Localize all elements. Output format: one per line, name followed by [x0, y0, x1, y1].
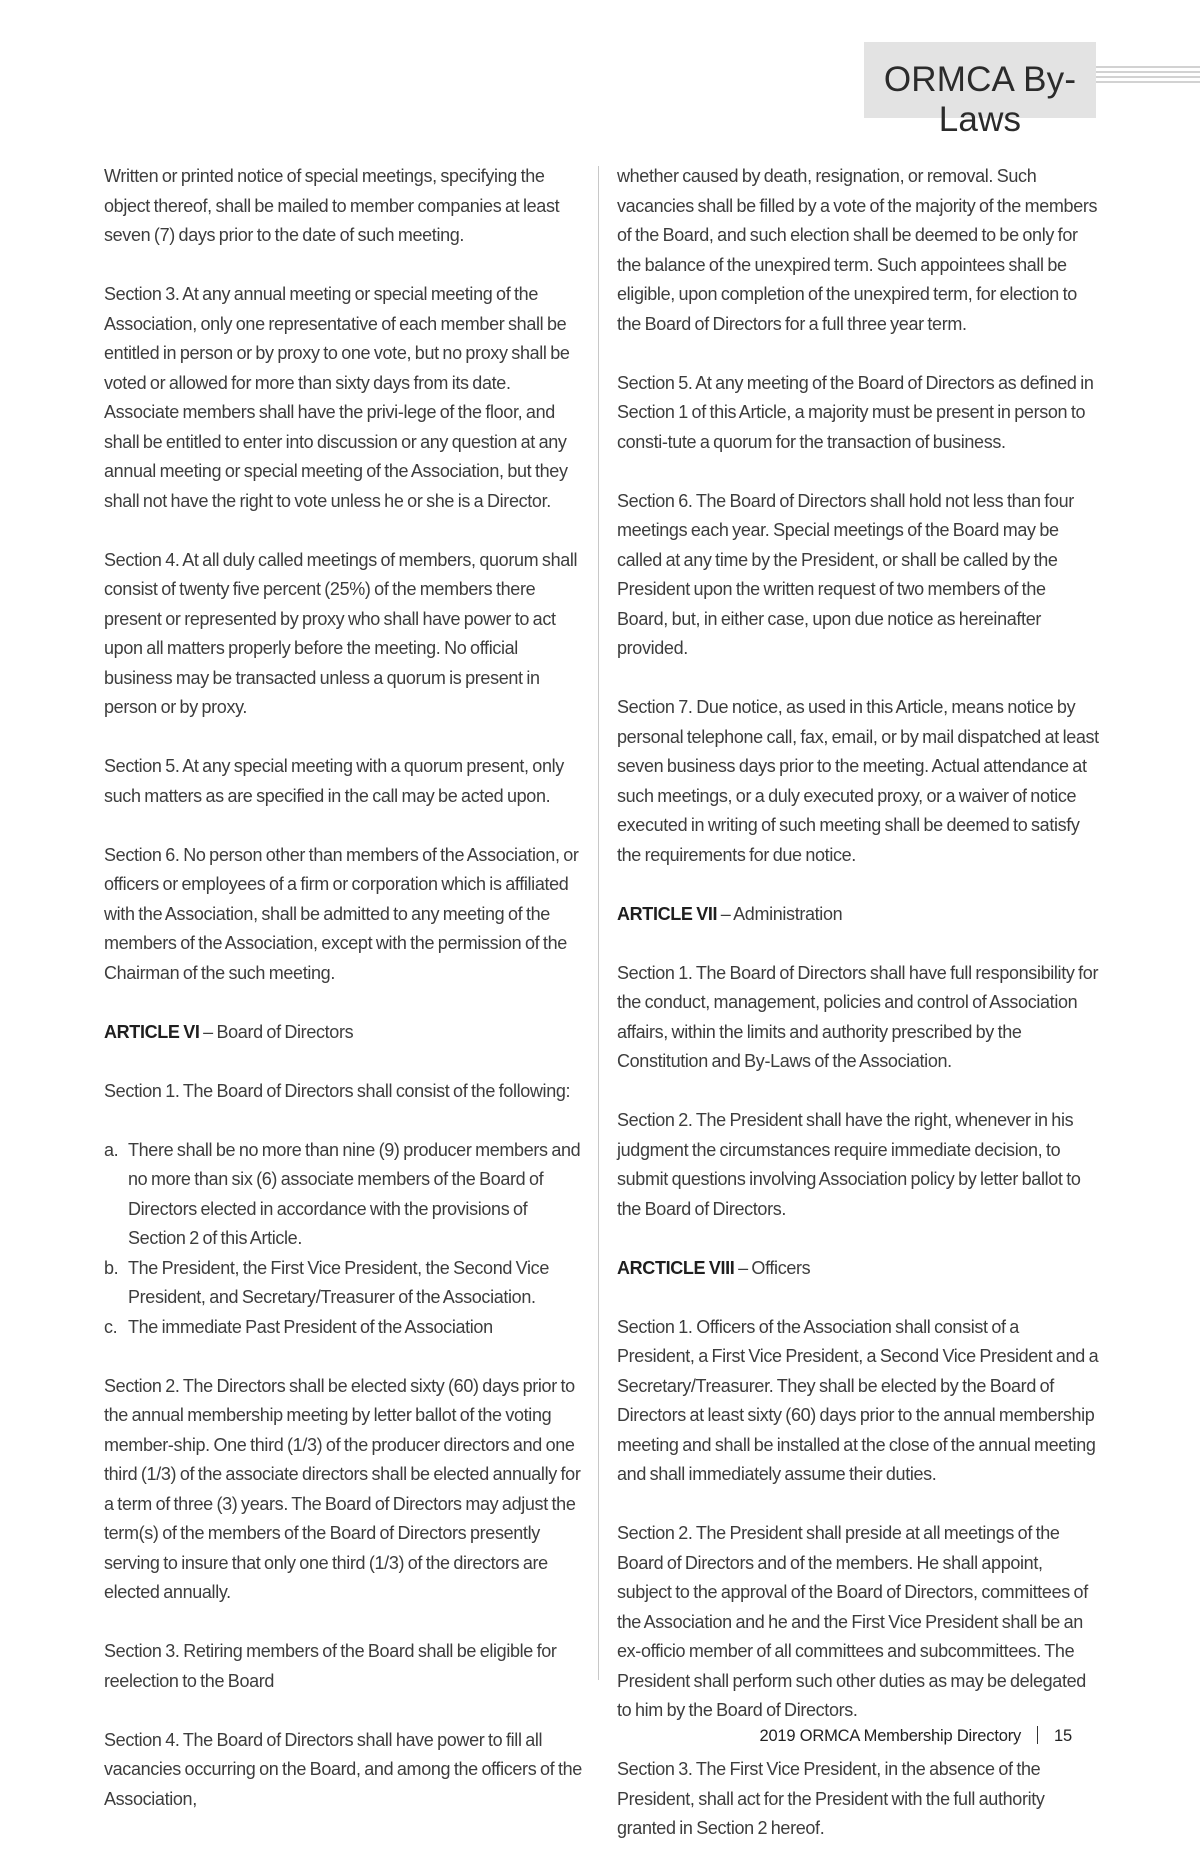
paragraph-section-3: Section 3. At any annual meeting or special meeting of the Association, only one representative of each member shall be entitled in person or by proxy to one vote, but no proxy shall be voted or allowed for more than sixty days from its date. Associate members shall have the privi-lege of the floor, and shall be entitled to enter into discussion or any question at any annual meeting or special meeting of the Association, but they shall not have the right to vote unless he or she is a Director.	[104, 284, 570, 511]
list-marker: b.	[104, 1257, 119, 1278]
header-tab	[864, 42, 1096, 139]
list-item-text: There shall be no more than nine (9) producer members and no more than six (6) associate members of the Board of Directors elected in accordance with the provisions of Section 2 of this Article.	[128, 1139, 581, 1248]
paragraph-board-section-4: Section 4. The Board of Directors shall have power to fill all vacancies occurring on the Board, and among the officers of the Association,	[104, 1729, 582, 1809]
list-marker: c.	[104, 1316, 118, 1337]
page-footer	[759, 1726, 1072, 1746]
article-label: ARCTICLE VIII	[617, 1257, 735, 1278]
publication-name: 2019 ORMCA Membership Directory	[759, 1727, 1022, 1745]
list-item	[104, 1254, 588, 1313]
paragraph-section-4: Section 4. At all duly called meetings of members, quorum shall consist of twenty five percent (25%) of the members there present or represented by proxy who shall have power to act upon all matters properly before the meeting. No official business may be transacted unless a quorum is present in person or by proxy.	[104, 549, 578, 717]
paragraph-special-meeting-notice: Written or printed notice of special meetings, specifying the object thereof, shall be mailed to member companies at least seven (7) days prior to the date of such meeting.	[104, 166, 560, 245]
paragraph-officers-section-2: Section 2. The President shall preside at all meetings of the Board of Directors and of the members. He shall appoint, subject to the approval of the Board of Directors, committees of the Association and he and the First Vice President shall be an ex-officio member of all committees and subcommittees. The President shall perform such other duties as may be delegated to him by the Board of Directors.	[617, 1523, 1088, 1720]
list-item	[104, 1313, 588, 1343]
list-marker: a.	[104, 1139, 119, 1160]
article-title: – Officers	[734, 1257, 811, 1278]
list-item	[104, 1136, 588, 1254]
header-decorative-lines	[1096, 66, 1200, 88]
paragraph-board-section-6: Section 6. The Board of Directors shall hold not less than four meetings each year. Special meetings of the Board may be called at any time by the President, or shall be called by the President upon the written request of two members of the Board, but, in either case, upon due notice as hereinafter provided.	[617, 490, 1074, 658]
page-number: 15	[1054, 1727, 1072, 1745]
paragraph-officers-section-3: Section 3. The First Vice President, in the absence of the President, shall act for the President with the full authority granted in Section 2 hereof.	[617, 1759, 1045, 1838]
paragraph-section-5: Section 5. At any special meeting with a quorum present, only such matters as are specified in the call may be acted upon.	[104, 756, 564, 806]
article-title: – Administration	[717, 903, 843, 924]
right-column	[617, 162, 1099, 1873]
article-heading-vii	[617, 900, 1099, 930]
paragraph-board-section-2: Section 2. The Directors shall be elected sixty (60) days prior to the annual membership meeting by letter ballot of the voting member-ship. One third (1/3) of the producer directors and one third (1/3) of the associate directors shall be elected annually for a term of three (3) years. The Board of Directors may adjust the term(s) of the members of the Board of Directors presently serving to insure that only one third (1/3) of the directors are elected annually.	[104, 1375, 581, 1602]
paragraph-board-section-1: Section 1. The Board of Directors shall consist of the following:	[104, 1080, 571, 1101]
paragraph-vacancies-continued: whether caused by death, resignation, or removal. Such vacancies shall be filled by a vote of the majority of the members of the Board, and such election shall be deemed to be only for the balance of the unexpired term. Such appointees shall be eligible, upon completion of the unexpired term, for election to the Board of Directors for a full three year term.	[617, 166, 1098, 334]
list-item-text: The immediate Past President of the Association	[128, 1316, 493, 1337]
paragraph-section-6: Section 6. No person other than members of the Association, or officers or employees of a firm or corporation which is affiliated with the Association, shall be admitted to any meeting of the members of the Association, except with the permission of the Chairman of the such meeting.	[104, 844, 579, 983]
paragraph-board-section-5: Section 5. At any meeting of the Board of Directors as defined in Section 1 of this Article, a majority must be present in person to consti-tute a quorum for the transaction of business.	[617, 372, 1094, 452]
paragraph-admin-section-1: Section 1. The Board of Directors shall have full responsibility for the conduct, management, policies and control of Association affairs, within the limits and authority prescribed by the Constitution and By-Laws of the Association.	[617, 962, 1099, 1071]
article-heading-viii	[617, 1254, 1099, 1284]
column-divider	[598, 166, 599, 1680]
board-composition-list	[104, 1136, 588, 1343]
article-heading-vi	[104, 1018, 588, 1048]
article-label: ARTICLE VII	[617, 903, 718, 924]
paragraph-board-section-7: Section 7. Due notice, as used in this Article, means notice by personal telephone call, fax, email, or by mail dispatched at least seven business days prior to the meeting. Actual attendance at such meetings, or a duly executed proxy, or a waiver of notice executed in writing of such meeting shall be deemed to satisfy the requirements for due notice.	[617, 697, 1099, 865]
article-label: ARTICLE VI	[104, 1021, 200, 1042]
paragraph-officers-section-1: Section 1. Officers of the Association shall consist of a President, a First Vice President, a Second Vice President and a Secretary/Treasurer. They shall be elected by the Board of Directors at least sixty (60) days prior to the annual membership meeting and shall be installed at the close of the annual meeting and shall immediately assume their duties.	[617, 1316, 1099, 1484]
article-title: – Board of Directors	[199, 1021, 354, 1042]
paragraph-board-section-3: Section 3. Retiring members of the Board shall be eligible for reelection to the Board	[104, 1641, 557, 1691]
left-column	[104, 162, 588, 1844]
footer-separator	[1037, 1726, 1038, 1744]
list-item-text: The President, the First Vice President, the Second Vice President, and Secretary/Treasurer of the Association.	[128, 1257, 549, 1307]
paragraph-admin-section-2: Section 2. The President shall have the right, whenever in his judgment the circumstances require immediate decision, to submit questions involving Association policy by letter ballot to the Board of Directors.	[617, 1110, 1081, 1219]
page-title: ORMCA By-Laws	[883, 60, 1077, 139]
